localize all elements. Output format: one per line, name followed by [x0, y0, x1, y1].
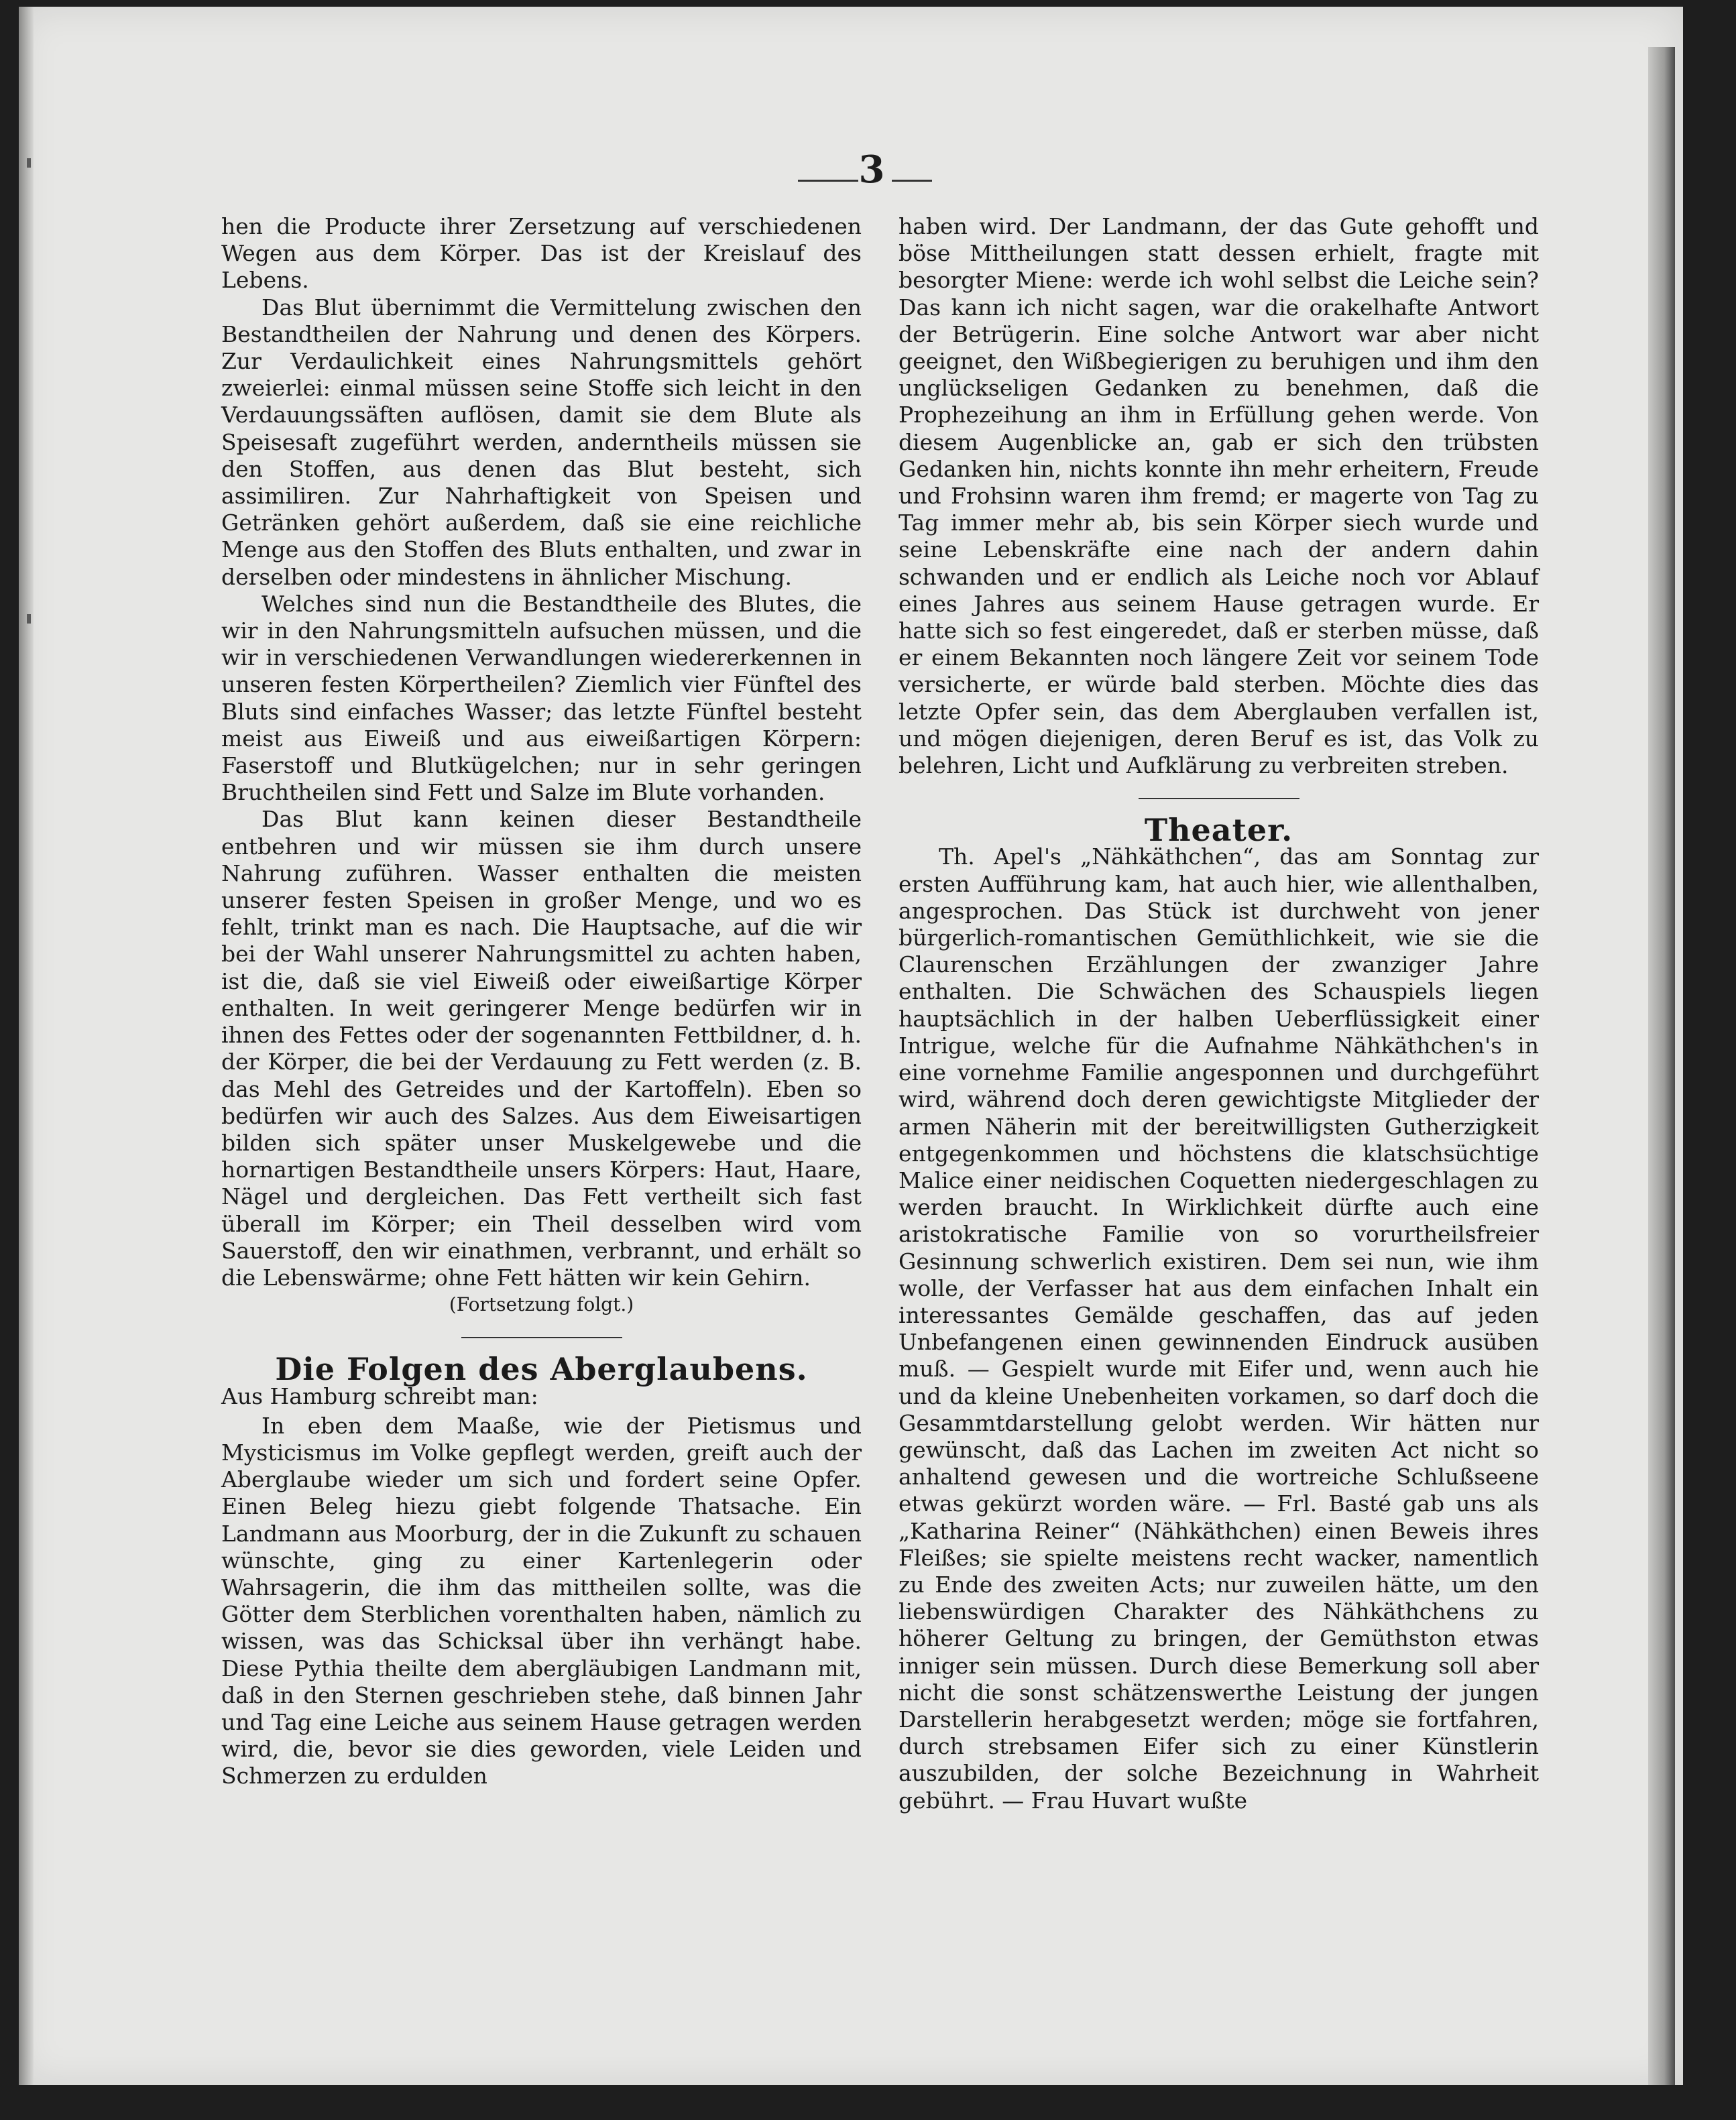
article-dateline: Aus Hamburg schreibt man: [221, 1382, 538, 1409]
page-number: 3 [858, 148, 885, 192]
article-paragraph: In eben dem Maaße, wie der Pietismus und Mysticismus im Volke gepflegt werden, greift auch der Aberglaube wieder um sich und fordert seine Opfer. Einen Beleg hiezu giebt folgende Thatsache. Ein Landmann aus Moorburg, der in die Zukunft zu schauen wünschte, ging zu einer Kartenlegerin oder Wahrsagerin, die ihm das mittheilen sollte, was die Götter dem Sterblichen vorenthalten haben, nämlich zu wissen, was das Schicksal über ihn verhängt habe. Diese Pythia theilte dem abergläubigen Landmann mit, daß in den Sternen geschrieben stehe, daß binnen Jahr und Tag eine Leiche aus seinem Hause getragen werden wird, die, bevor sie dies geworden, viele Leiden und Schmerzen zu erdulden [221, 1412, 862, 1789]
article-paragraph: Das Blut übernimmt die Vermittelung zwischen den Bestandtheilen der Nahrung und denen des Körpers. Zur Verdaulichkeit eines Nahrungsmittels gehört zweierlei: einmal müssen seine Stoffe sich leicht in den Verdauungssäften auflösen, damit sie dem Blute als Speisesaft zugeführt werden, anderntheils müssen sie den Stoffen, aus denen das Blut besteht, sich assimiliren. Zur Nahrhaftigkeit von Speisen und Getränken gehört außerdem, daß sie eine reichliche Menge aus den Stoffen des Bluts enthalten, und zwar in derselben oder mindestens in ähnlicher Mischung. [221, 294, 862, 590]
page-binding-edge [19, 7, 34, 2085]
section-divider [461, 1337, 622, 1338]
left-column [221, 213, 862, 1790]
article-paragraph: Das Blut kann keinen dieser Bestandtheile entbehren und wir müssen sie ihm durch unsere Nahrung zuführen. Wasser enthalten die meisten unserer festen Speisen in großer Menge, und wo es fehlt, trinkt man es nach. Die Hauptsache, auf die wir bei der Wahl unserer Nahrungsmittel zu achten haben, ist die, daß sie viel Eiweiß oder eiweißartige Körper enthalten. In weit geringerer Menge bedürfen wir in ihnen des Fettes oder der sogenannten Fettbildner, d. h. der Körper, die bei der Verdauung zu Fett werden (z. B. das Mehl des Getreides und der Kartoffeln). Eben so bedürfen wir auch des Salzes. Aus dem Eiweisartigen bilden sich später unser Muskelgewebe und die hornartigen Bestandtheile unsers Körpers: Haut, Haare, Nägel und dergleichen. Das Fett vertheilt sich fast überall im Körper; ein Theil desselben wird vom Sauerstoff, den wir einathmen, verbrannt, und erhält so die Lebenswärme; ohne Fett hätten wir kein Gehirn. [221, 806, 862, 1291]
article-paragraph: hen die Producte ihrer Zersetzung auf verschiedenen Wegen aus dem Körper. Das ist der Kreislauf des Lebens. [221, 213, 862, 294]
theater-heading: Theater. [1144, 812, 1293, 849]
gutter-mark [27, 158, 31, 168]
gutter-mark [27, 614, 31, 624]
article-paragraph: Welches sind nun die Bestandtheile des Blutes, die wir in den Nahrungsmitteln aufsuchen müssen, und die wir in verschiedenen Verwandlungen wiedererkennen in unseren festen Körpertheilen? Ziemlich vier Fünftel des Bluts sind einfaches Wasser; das letzte Fünftel besteht meist aus Eiweiß und aus eiweißartigen Körpern: Faserstoff und Blutkügelchen; nur in sehr geringen Bruchtheilen sind Fett und Salze im Blute vorhanden. [221, 590, 862, 806]
continued-note: (Fortsetzung folgt.) [449, 1293, 634, 1316]
page-number-rule-right [892, 180, 932, 182]
theater-paragraph: Th. Apel's „Nähkäthchen“, das am Sonntag zur ersten Aufführung kam, hat auch hier, wie allenthalben, angesprochen. Das Stück ist durchweht von jener bürgerlich-romantischen Gemüthlichkeit, wie sie die Claurenschen Erzählungen der zwanziger Jahre enthalten. Die Schwächen des Schauspiels liegen hauptsächlich in der halben Ueberflüssigkeit einer Intrigue, welche für die Aufnahme Nähkäthchen's in eine vornehme Familie angesponnen und durchgeführt wird, während doch deren gewichtigste Mitglieder der armen Näherin mit der bereitwilligsten Gutherzigkeit entgegenkommen und höchstens die klatschsüchtige Malice einer neidischen Coquetten niedergeschlagen zu werden braucht. In Wirklichkeit dürfte auch eine aristokratische Familie von so vorurtheilsfreier Gesinnung schwerlich existiren. Dem sei nun, wie ihm wolle, der Verfasser hat aus dem einfachen Inhalt ein interessantes Gemälde geschaffen, das auf jeden Unbefangenen einen gewinnenden Eindruck ausüben muß. — Gespielt wurde mit Eifer und, wenn auch hie und da kleine Unebenheiten vorkamen, so darf doch die Gesammtdarstellung gelobt werden. Wir hätten nur gewünscht, daß das Lachen im zweiten Act nicht so anhaltend gewesen und die wortreiche Schlußseene etwas gekürzt worden wäre. — Frl. Basté gab uns als „Katharina Reiner“ (Nähkäthchen) einen Beweis ihres Fleißes; sie spielte meistens recht wacker, namentlich zu Ende des zweiten Acts; nur zuweilen hätte, um den liebenswürdigen Charakter des Nähkäthchens zu höherer Geltung zu bringen, der Gemüthston etwas inniger sein müssen. Durch diese Bemerkung soll aber nicht die sonst schätzenswerthe Leistung der jungen Darstellerin herabgesetzt werden; möge sie fortfahren, durch strebsamen Eifer sich zu einer Künstlerin auszubilden, der solche Bezeichnung in Wahrheit gebührt. — Frau Huvart wußte [899, 843, 1539, 1814]
article-paragraph: haben wird. Der Landmann, der das Gute gehofft und böse Mittheilungen statt dessen erhielt, fragte mit besorgter Miene: werde ich wohl selbst die Leiche sein? Das kann ich nicht sagen, war die orakelhafte Antwort der Betrügerin. Eine solche Antwort war aber nicht geeignet, den Wißbegierigen zu beruhigen und ihm den unglückseligen Gedanken zu benehmen, daß die Prophezeihung an ihm in Erfüllung gehen werde. Von diesem Augenblicke an, gab er sich den trübsten Gedanken hin, nichts konnte ihn mehr erheitern, Freude und Frohsinn waren ihm fremd; er magerte von Tag zu Tag immer mehr ab, bis sein Körper siech wurde und seine Lebenskräfte eine nach der andern dahin schwanden und er endlich als Leiche noch vor Ablauf eines Jahres aus seinem Hause getragen wurde. Er hatte sich so fest eingeredet, daß er sterben müsse, daß er einem Bekannten noch längere Zeit vor seinem Tode versicherte, er würde bald sterben. Möchte dies das letzte Opfer sein, das dem Aberglauben verfallen ist, und mögen diejenigen, deren Beruf es ist, das Volk zu belehren, Licht und Aufklärung zu verbreiten streben. [899, 213, 1539, 779]
article-heading: Die Folgen des Aberglaubens. [275, 1351, 808, 1388]
right-column [899, 213, 1539, 1814]
section-divider [1139, 798, 1299, 799]
page-right-edge [1648, 47, 1675, 2085]
